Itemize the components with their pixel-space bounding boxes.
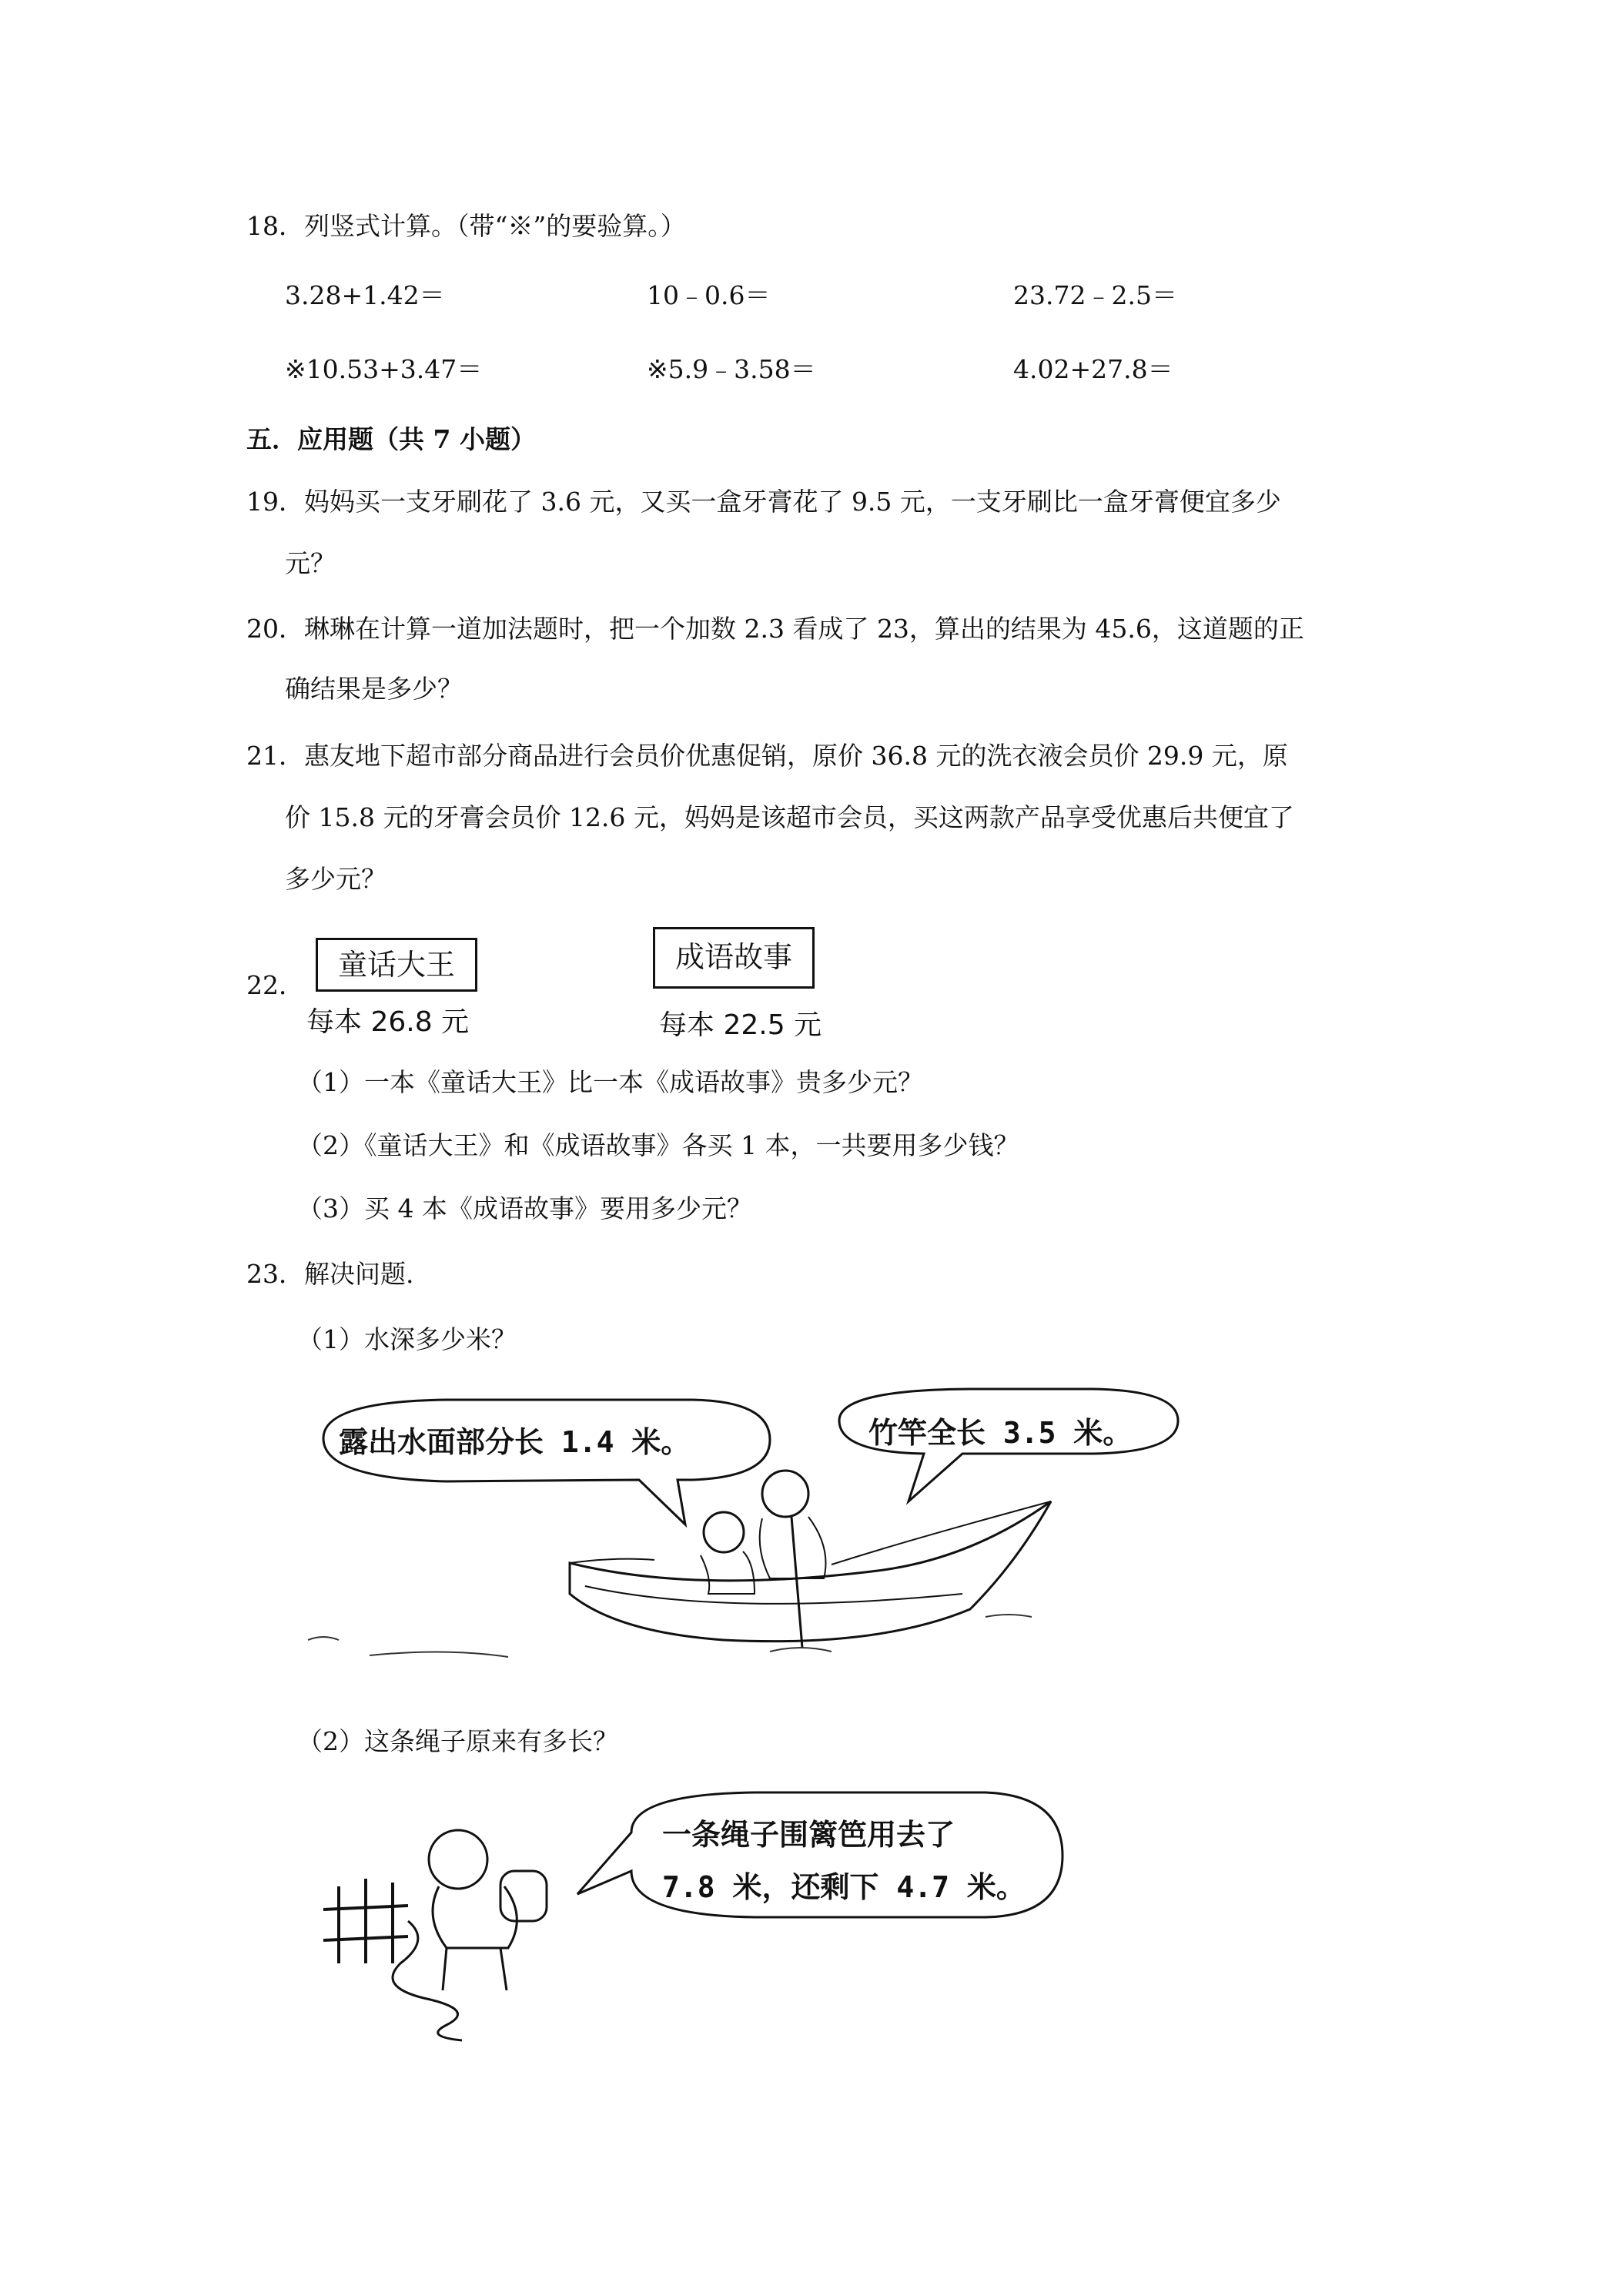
fence-icon [323, 1879, 408, 1963]
speech-bubble-left [323, 1400, 770, 1525]
q18-expr-4: ※10.53+3.47＝ [285, 354, 483, 384]
q23-title: 23．解决问题. [246, 1259, 414, 1289]
book-title-box-idioms: 成语故事 [653, 927, 815, 989]
q23-sub2: （2）这条绳子原来有多长？ [297, 1726, 618, 1756]
q21-line2: 价 15.8 元的牙膏会员价 12.6 元，妈妈是该超市会员，买这两款产品享受优惠后共便宜了 [285, 802, 1294, 832]
q20-line2: 确结果是多少？ [285, 674, 463, 704]
child-2-icon [762, 1471, 808, 1517]
q21-line3: 多少元？ [285, 864, 387, 894]
q22-number: 22． [246, 970, 304, 1000]
q19-line2: 元？ [285, 548, 336, 578]
q22-sub3: （3）买 4 本《成语故事》要用多少元？ [297, 1193, 752, 1223]
q18-expr-1: 3.28+1.42＝ [285, 280, 445, 310]
q18-expr-5: ※5.9﹣3.58＝ [647, 354, 816, 384]
q23-sub1: （1）水深多少米？ [297, 1324, 517, 1354]
boy-icon [429, 1830, 487, 1889]
rope-icon [393, 1921, 462, 2040]
book-title-box-fairy-tale: 童话大王 [316, 938, 477, 992]
bubble-right-text: 竹竿全长 3.5 米。 [868, 1416, 1133, 1450]
q18-expr-3: 23.72﹣2.5＝ [1013, 280, 1177, 310]
boat-icon [570, 1501, 1051, 1642]
q22-sub2: （2）《童话大王》和《成语故事》各买 1 本，一共要用多少钱？ [297, 1130, 1019, 1160]
q20-line1: 20．琳琳在计算一道加法题时，把一个加数 2.3 看成了 23，算出的结果为 45.6，这道题的正 [246, 614, 1304, 644]
book-price-fairy-tale: 每本 26.8 元 [306, 1006, 470, 1038]
bamboo-pole-icon [791, 1517, 802, 1648]
q18-expr-2: 10﹣0.6＝ [647, 280, 771, 310]
q22-sub1: （1）一本《童话大王》比一本《成语故事》贵多少元？ [297, 1067, 923, 1097]
child-1-icon [704, 1512, 744, 1552]
section-title: 五．应用题（共 7 小题） [246, 424, 536, 454]
bubble-rope-line2: 7.8 米，还剩下 4.7 米。 [662, 1870, 1026, 1904]
book-price-idioms: 每本 22.5 元 [659, 1009, 822, 1041]
q18-title: 18．列竖式计算。（带“※”的要验算。） [246, 211, 686, 241]
bubble-left-text: 露出水面部分长 1.4 米。 [339, 1425, 691, 1459]
q19-line1: 19．妈妈买一支牙刷花了 3.6 元，又买一盒牙膏花了 9.5 元，一支牙刷比一盒牙膏便宜多少 [246, 487, 1281, 517]
backpack-icon [500, 1871, 547, 1921]
q18-expr-6: 4.02+27.8＝ [1013, 354, 1173, 384]
q21-line1: 21．惠友地下超市部分商品进行会员价优惠促销，原价 36.8 元的洗衣液会员价 29.9 元，原 [246, 741, 1288, 771]
bubble-rope-line1: 一条绳子围篱笆用去了 [662, 1818, 955, 1852]
